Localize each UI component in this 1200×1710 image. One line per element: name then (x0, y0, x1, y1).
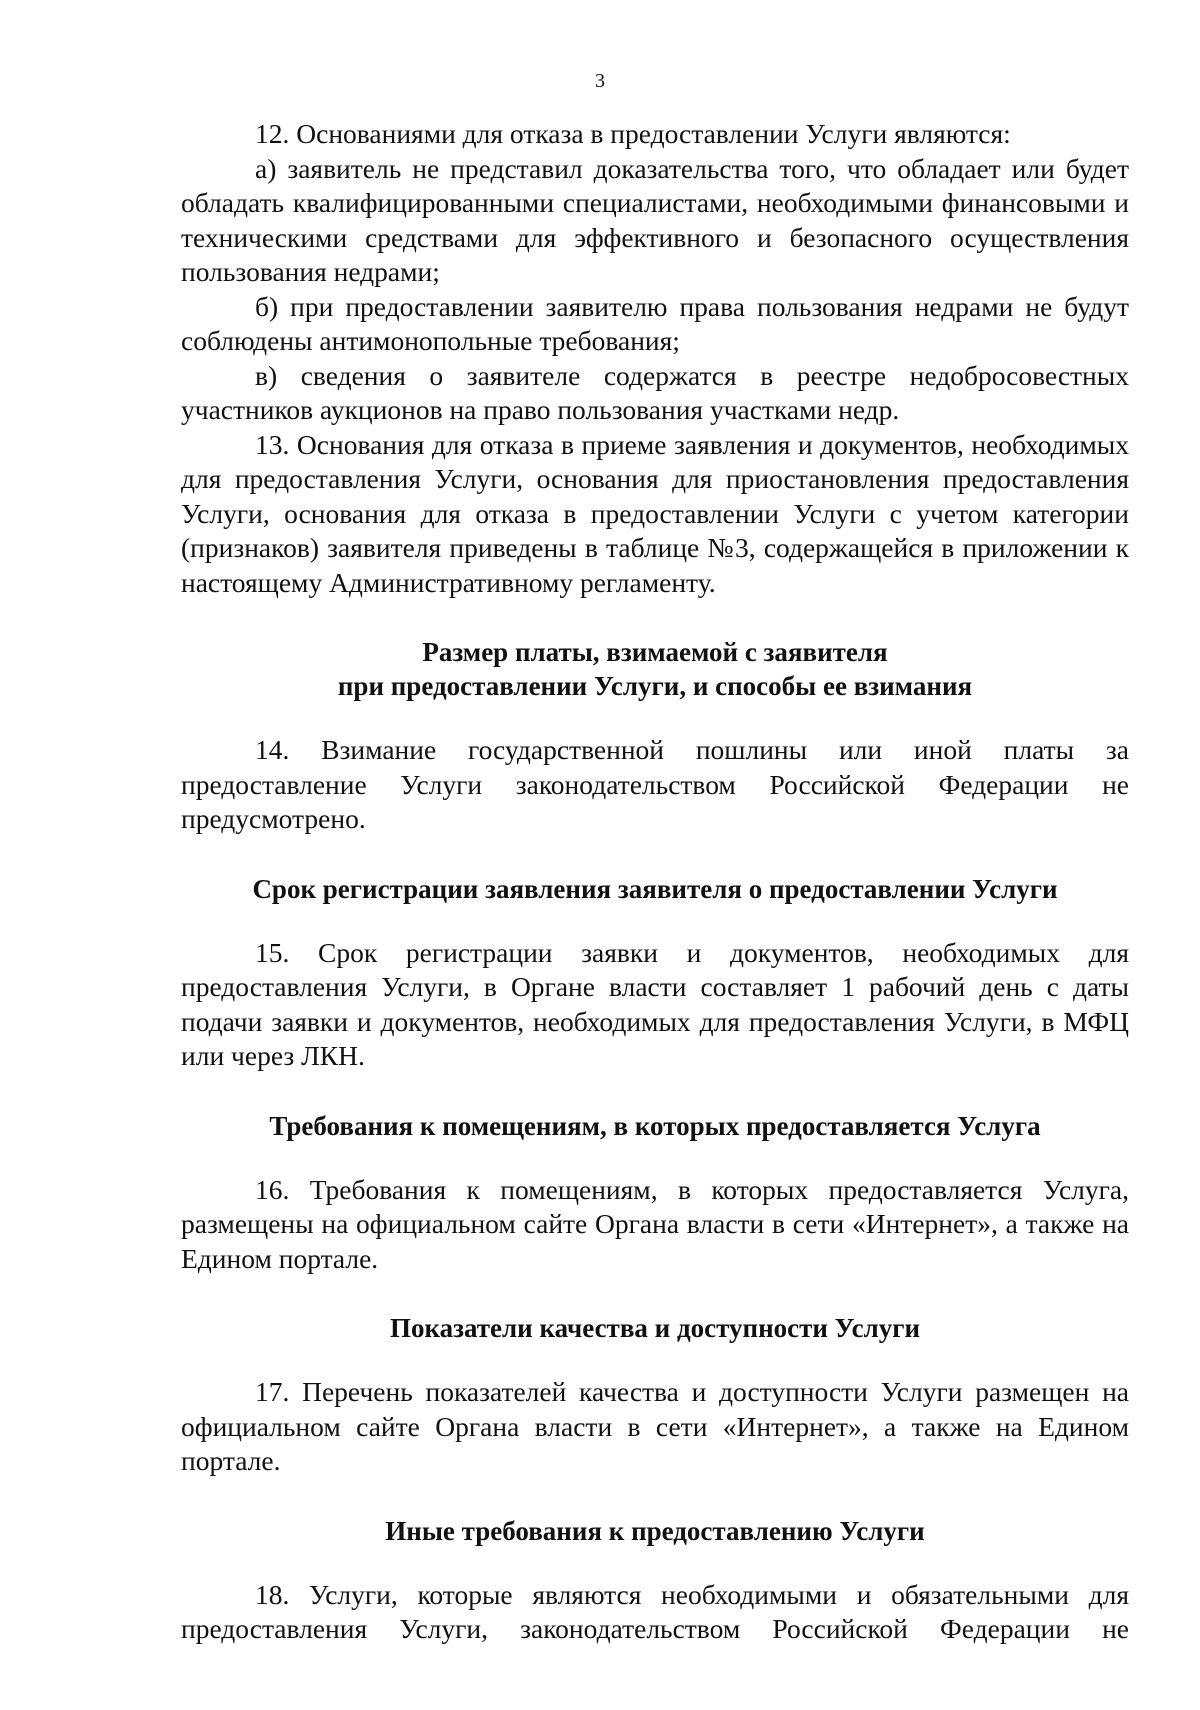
paragraph-15: 15. Срок регистрации заявки и документов, необходимых для предоставления Услуги, в Органе власти составляет 1 рабочий день с даты подачи заявки и документов, необходимых для предоставления Услуги, в МФЦ или через ЛКН. (181, 936, 1129, 1071)
spacer (181, 1143, 1129, 1173)
spacer (181, 600, 1129, 635)
heading-registration: Срок регистрации заявления заявителя о предоставлении Услуги (252, 873, 1058, 904)
paragraph-12-c: в) сведения о заявителе содержатся в реестре недобросовестных участников аукционов на право пользования участками недр. (181, 359, 1129, 425)
heading-quality: Показатели качества и доступности Услуги (389, 1313, 921, 1343)
paragraph-13: 13. Основания для отказа в приеме заявления и документов, необходимых для предоставления Услуги, основания для приостановления предоставления Услуги, основания для отказа в предоставлении Услуги с учетом категории (признаков) заявителя приведены в таблице №3, содержащейся в приложении к настоящему Административному регламенту. (181, 428, 1129, 598)
heading-fee-line-1: Размер платы, взимаемой с заявителя (422, 637, 888, 667)
spacer (181, 1345, 1129, 1375)
paragraph-16: 16. Требования к помещениям, в которых предоставляется Услуга, размещены на официальном сайте Органа власти в сети «Интернет», а также на Едином портале. (181, 1173, 1129, 1274)
page-number: 3 (595, 70, 605, 92)
paragraph-14: 14. Взимание государственной пошлины или иной платы за предоставление Услуги законодательством Российской Федерации не предусмотрено. (181, 734, 1129, 834)
paragraph-12-a: а) заявитель не представил доказательства того, что обладает или будет обладать квалифицированными специалистами, необходимыми финансовыми и техническими средствами для эффективного и безопасного осуществления пользования недрами; (181, 152, 1129, 287)
spacer (181, 1548, 1129, 1578)
spacer (181, 837, 1129, 872)
spacer (181, 703, 1129, 733)
document-body (181, 117, 1129, 1647)
heading-other: Иные требования к предоставлению Услуги (385, 1515, 925, 1546)
spacer (181, 1074, 1129, 1109)
paragraph-17: 17. Перечень показателей качества и доступности Услуги размещен на официальном сайте Органа власти в сети «Интернет», а также на Едином портале. (181, 1376, 1129, 1476)
spacer (181, 1479, 1129, 1514)
spacer (181, 906, 1129, 936)
heading-premises: Требования к помещениям, в которых предоставляется Услуга (269, 1110, 1041, 1141)
paragraph-18: 18. Услуги, которые являются необходимыми и обязательными для предоставления Услуги, законодательством Российской Федерации не (181, 1578, 1129, 1644)
heading-fee (181, 635, 1129, 703)
paragraph-12-b: б) при предоставлении заявителю права пользования недрами не будут соблюдены антимонопольные требования; (181, 290, 1129, 356)
heading-fee-line-2: при предоставлении Услуги, и способы ее взимания (337, 671, 973, 701)
spacer (181, 1276, 1129, 1311)
paragraph-12: 12. Основаниями для отказа в предоставлении Услуги являются: (255, 118, 1011, 149)
